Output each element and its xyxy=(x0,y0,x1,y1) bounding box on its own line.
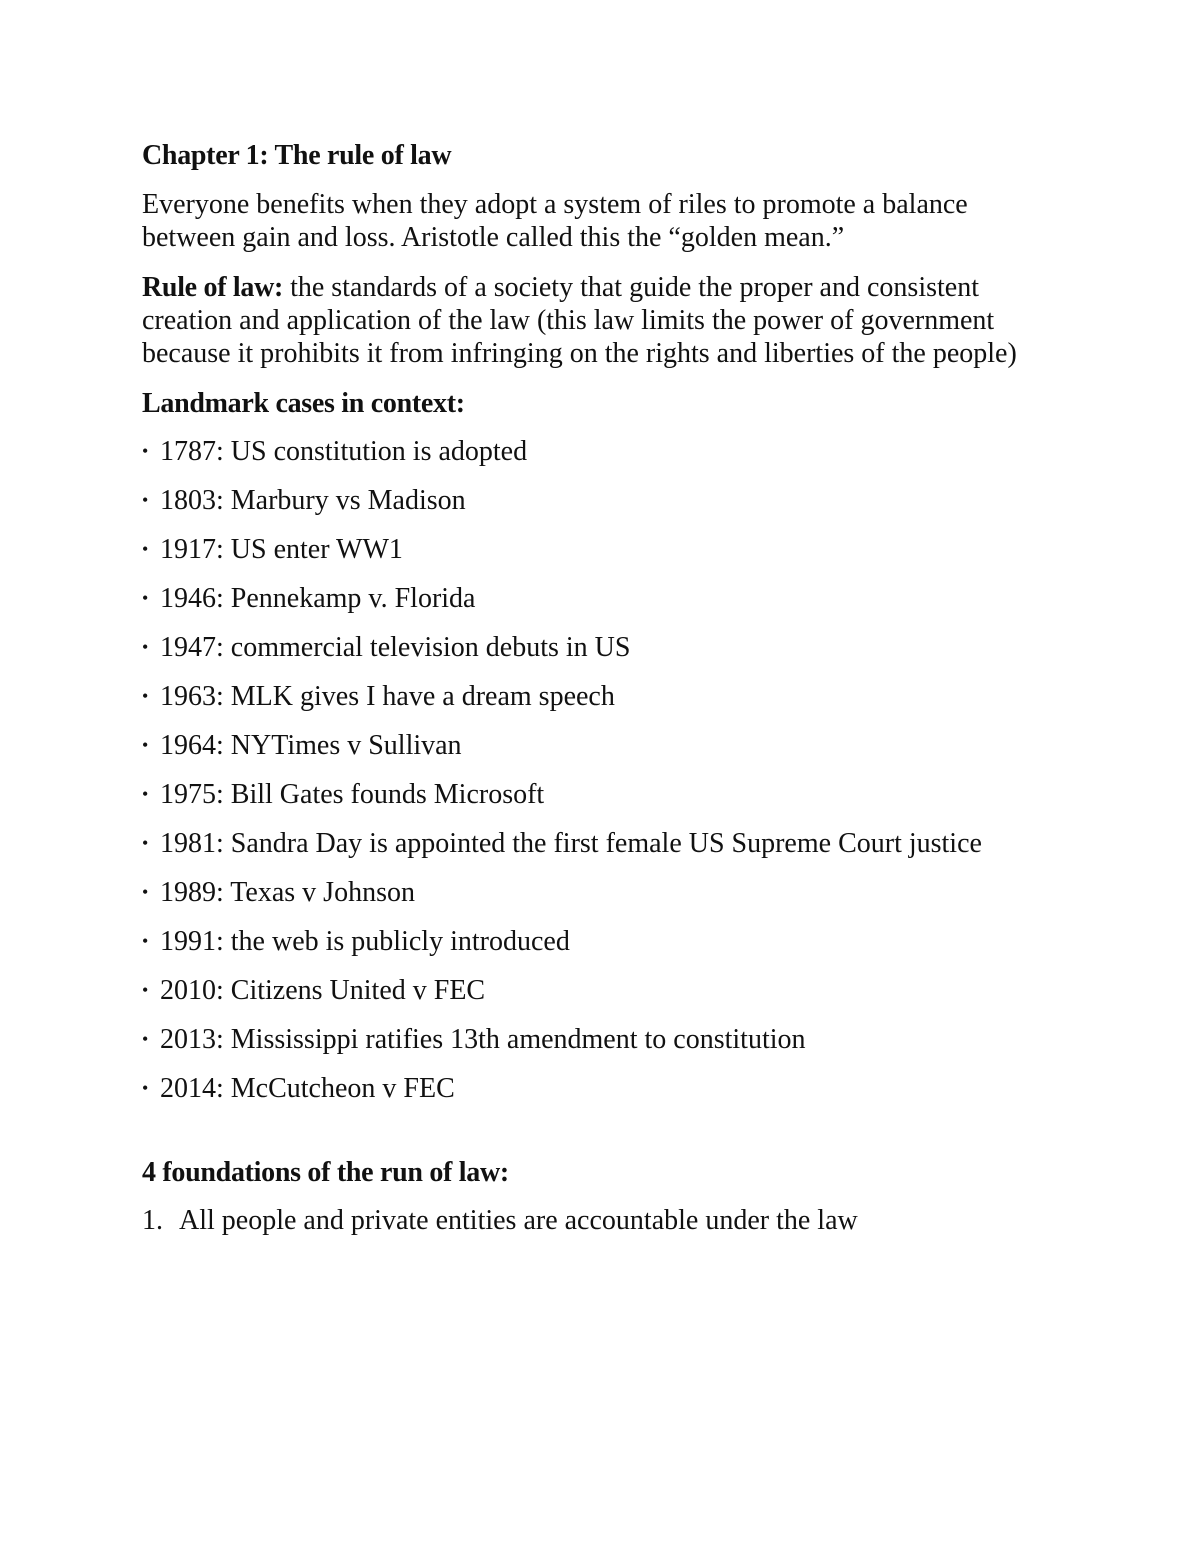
timeline-item-text: 1917: US enter WW1 xyxy=(160,534,403,565)
timeline-item-text: 2014: McCutcheon v FEC xyxy=(160,1073,455,1104)
bullet-icon: • xyxy=(142,784,149,804)
timeline-item xyxy=(142,778,1042,811)
bullet-icon: • xyxy=(142,1029,149,1049)
timeline-item-text: 2013: Mississippi ratifies 13th amendment to constitution xyxy=(160,1024,806,1055)
bullet-icon: • xyxy=(142,490,149,510)
bullet-icon: • xyxy=(142,637,149,657)
bullet-icon: • xyxy=(142,931,149,951)
bullet-icon: • xyxy=(142,588,149,608)
bullet-icon: • xyxy=(142,441,149,461)
foundation-item xyxy=(142,1204,1042,1237)
timeline-item xyxy=(142,533,1042,566)
chapter-title: Chapter 1: The rule of law xyxy=(142,140,452,171)
timeline-item-text: 1991: the web is publicly introduced xyxy=(160,926,570,957)
foundation-item-number: 1. xyxy=(142,1205,163,1236)
timeline-item-text: 1989: Texas v Johnson xyxy=(160,877,415,908)
rule-of-law-definition xyxy=(142,271,1042,370)
bullet-icon: • xyxy=(142,686,149,706)
bullet-icon: • xyxy=(142,539,149,559)
timeline-item-text: 1803: Marbury vs Madison xyxy=(160,485,466,516)
document-content xyxy=(142,139,1042,1237)
timeline-item xyxy=(142,680,1042,713)
definition-term: Rule of law: xyxy=(142,272,284,303)
timeline-item-text: 1947: commercial television debuts in US xyxy=(160,632,631,663)
timeline-item-text: 1787: US constitution is adopted xyxy=(160,436,528,467)
foundation-item-text: All people and private entities are accountable under the law xyxy=(179,1205,858,1236)
timeline-item-text: 1975: Bill Gates founds Microsoft xyxy=(160,779,545,810)
timeline-item-text: 1963: MLK gives I have a dream speech xyxy=(160,681,615,712)
bullet-icon: • xyxy=(142,1078,149,1098)
timeline-item xyxy=(142,827,1042,860)
timeline-item-text: 1981: Sandra Day is appointed the first female US Supreme Court justice xyxy=(160,828,982,859)
bullet-icon: • xyxy=(142,735,149,755)
intro-paragraph: Everyone benefits when they adopt a system of riles to promote a balance between gain and loss. Aristotle called this the “golden mean.” xyxy=(142,189,968,253)
timeline-item xyxy=(142,1072,1042,1105)
foundations-heading: 4 foundations of the run of law: xyxy=(142,1157,509,1188)
timeline-item xyxy=(142,435,1042,468)
bullet-icon: • xyxy=(142,980,149,1000)
timeline-item xyxy=(142,974,1042,1007)
timeline-item xyxy=(142,729,1042,762)
landmark-timeline-list xyxy=(142,435,1042,1105)
timeline-item xyxy=(142,1023,1042,1056)
timeline-item xyxy=(142,582,1042,615)
timeline-item-text: 1964: NYTimes v Sullivan xyxy=(160,730,462,761)
timeline-item xyxy=(142,631,1042,664)
timeline-item xyxy=(142,925,1042,958)
bullet-icon: • xyxy=(142,882,149,902)
timeline-item xyxy=(142,876,1042,909)
timeline-item-text: 2010: Citizens United v FEC xyxy=(160,975,486,1006)
landmark-cases-heading: Landmark cases in context: xyxy=(142,388,465,419)
definition-text: the standards of a society that guide the proper and consistent creation and application of the law (this law limits the power of government because it prohibits it from infringing on the rights and liberties of the people) xyxy=(142,272,1017,369)
timeline-item-text: 1946: Pennekamp v. Florida xyxy=(160,583,476,614)
bullet-icon: • xyxy=(142,833,149,853)
timeline-item xyxy=(142,484,1042,517)
foundations-list xyxy=(142,1204,1042,1237)
